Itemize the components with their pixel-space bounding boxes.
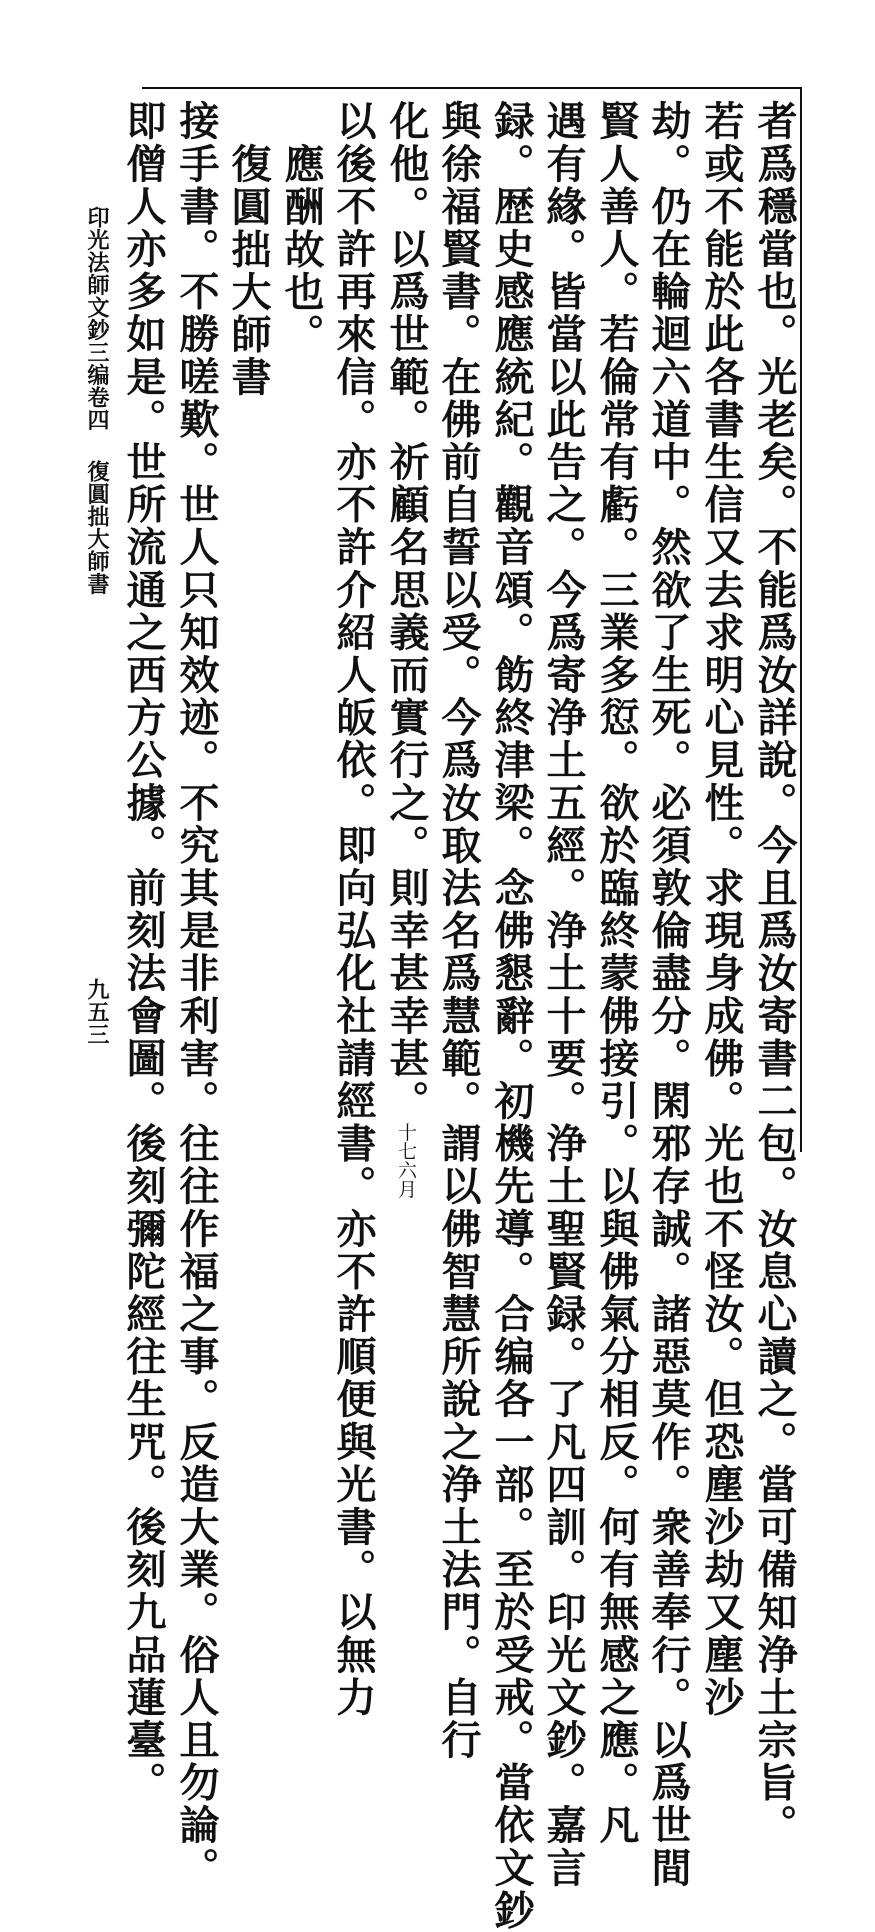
letter-heading: 復圓拙大師書 [225,143,272,399]
text-column-10: 應酬故也。 [278,143,325,356]
text-column-12: 接手書。不勝嗟歎。世人只知效迹。不究其是非利害。往往作福之事。反造大業。俗人且勿論。 [173,100,220,1890]
text-column-13: 即僧人亦多如是。世所流通之西方公據。前刻法會圖。後刻彌陀經往生咒。後刻九品蓮臺。 [120,100,167,1804]
text-column-8 [384,100,428,1198]
column-8-main-text: 化他。以爲世範。祈顧名思義而實行之。則幸甚幸甚。 [383,100,430,1123]
text-column-7: 與徐福賢書。在佛前自誓以受。今爲汝取法名爲慧範。謂以佛智慧所說之浄土法門。自行 [435,100,482,1762]
frame-top-rule [142,87,802,89]
frame-right-rule [800,87,802,1152]
page-number: 九五三 [84,978,110,1046]
text-column-6: 録。歴史感應統紀。觀音頌。飭終津梁。念佛懇辭。初機先導。合编各一部。至於受戒。當依文鈔 [488,100,535,1932]
text-column-5: 遇有緣。皆當以此告之。今爲寄浄土五經。浄土十要。浄土聖賢録。了凡四訓。印光文鈔。嘉言 [540,100,587,1890]
running-head-book-title: 印光法師文鈔三编卷四 [84,206,110,431]
text-column-9: 以後不許再來信。亦不許介紹人皈依。即向弘化社請經書。亦不許順便與光書。以無力 [330,100,377,1719]
text-column-2: 若或不能於此各書生信又去求明心見性。求現身成佛。光也不怪汝。但恐塵沙劫又塵沙 [698,100,745,1719]
date-note: 十七六月 [395,1122,417,1199]
text-column-3: 劫。仍在輪迴六道中。然欲了生死。必須敦倫盡分。閑邪存誠。諸惡莫作。衆善奉行。以爲世間 [645,100,692,1890]
text-column-1: 者爲穩當也。光老矣。不能爲汝詳說。今且爲汝寄書二包。汝息心讀之。當可備知浄土宗旨。 [751,100,798,1847]
running-head-section-title: 復圓拙大師書 [84,460,110,595]
text-column-4: 賢人善人。若倫常有虧。三業多愆。欲於臨終蒙佛接引。以與佛氣分相反。何有無感之應。凡 [593,100,640,1847]
